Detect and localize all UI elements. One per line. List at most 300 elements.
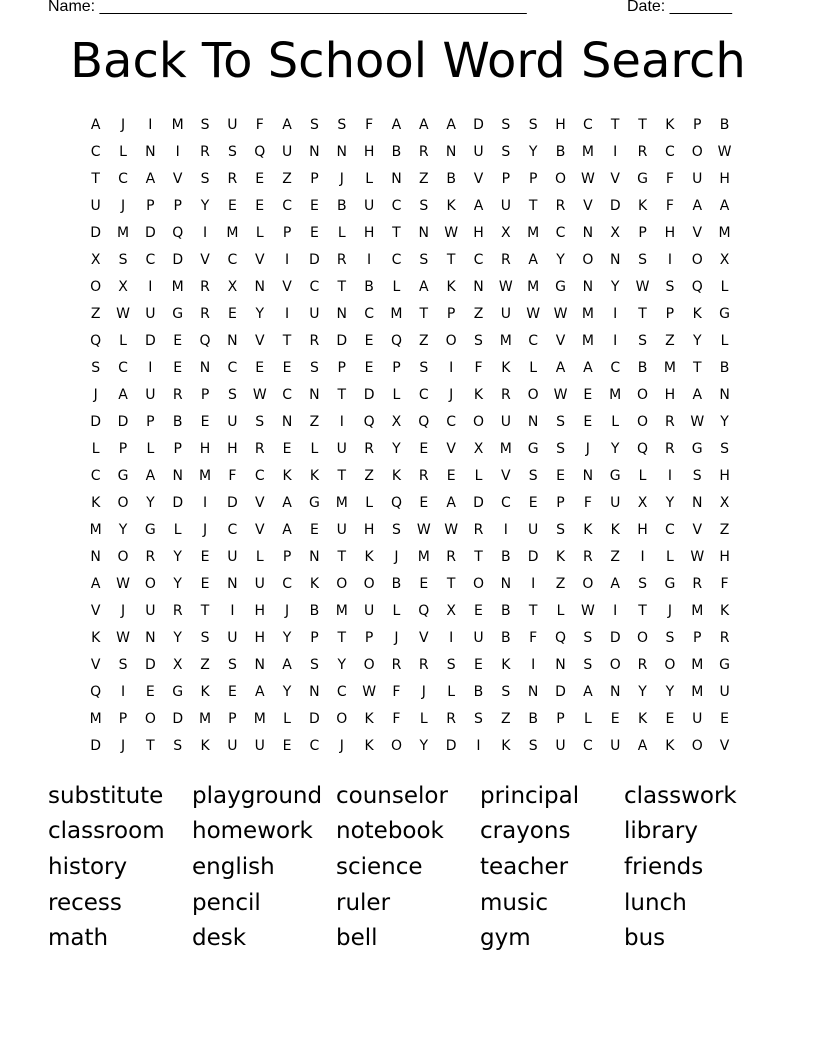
grid-letter: P [556,494,565,511]
grid-letter: S [200,629,210,646]
grid-letter: V [555,332,566,349]
grid-letter: V [200,251,210,268]
grid-letter: V [172,170,183,187]
grid-letter: C [610,359,621,376]
grid-letter: H [227,440,238,457]
grid-letter: Q [390,332,402,349]
grid-letter: N [527,683,539,700]
grid-letter: X [391,413,402,430]
grid-letter: M [691,602,704,619]
grid-letter: V [254,251,265,268]
grid-letter: W [116,575,130,592]
grid-letter: V [419,629,429,646]
grid-letter: R [582,548,593,565]
grid-letter: N [254,656,265,673]
grid-letter: N [500,575,512,592]
grid-letter: S [556,521,565,538]
grid-letter: R [500,251,511,268]
grid-row [82,111,739,138]
grid-letter: O [637,413,649,430]
grid-letter: G [719,656,730,673]
grid-letter: R [336,251,347,268]
grid-letter: Y [692,332,702,349]
grid-letter: X [118,278,128,295]
grid-letter: A [90,575,101,592]
grid-letter: L [720,278,729,295]
grid-letter: U [500,413,511,430]
grid-letter: A [583,683,593,700]
grid-letter: S [665,629,675,646]
grid-letter: H [555,116,566,133]
grid-letter: A [583,359,593,376]
grid-letter: N [445,143,457,160]
grid-letter: V [692,224,703,241]
grid-letter: K [501,737,511,754]
grid-letter: K [200,683,210,700]
grid-letter: V [473,170,484,187]
grid-letter: B [391,575,402,592]
grid-letter: W [526,305,541,322]
grid-letter: U [90,197,101,214]
grid-letter: B [719,116,730,133]
grid-letter: J [421,683,426,700]
grid-letter: S [583,656,593,673]
grid-letter: U [692,170,703,187]
grid-letter: R [200,305,210,322]
grid-letter: E [419,575,429,592]
word-bank-item: pencil [192,889,261,916]
grid-letter: E [309,224,319,241]
grid-letter: F [255,116,264,133]
grid-letter: A [145,170,156,187]
grid-letter: E [200,548,210,565]
grid-letter: S [337,116,347,133]
grid-letter: T [474,548,483,565]
grid-letter: Q [254,143,266,160]
grid-letter: N [145,629,156,646]
grid-letter: V [254,494,265,511]
grid-letter: E [556,467,565,484]
grid-letter: A [254,683,265,700]
grid-letter: L [419,710,428,727]
grid-letter: J [449,386,454,403]
grid-letter: M [226,224,239,241]
grid-letter: D [227,494,238,511]
grid-letter: X [90,251,101,268]
grid-letter: J [667,602,672,619]
grid-letter: L [720,332,729,349]
grid-letter: D [363,386,375,403]
grid-letter: Z [665,332,675,349]
grid-letter: A [118,386,128,403]
grid-letter: O [336,710,348,727]
grid-letter: K [91,629,101,646]
grid-letter: M [199,710,212,727]
grid-letter: D [172,494,184,511]
grid-letter: U [500,197,511,214]
grid-letter: N [227,575,238,592]
grid-letter: P [337,359,346,376]
grid-letter: K [637,710,648,727]
grid-letter: G [172,683,184,700]
grid-letter: E [583,386,593,403]
grid-letter: I [202,494,208,511]
grid-letter: F [474,359,483,376]
grid-letter: Q [390,494,402,511]
grid-letter: X [473,440,484,457]
grid-letter: F [720,575,729,592]
grid-letter: C [227,359,238,376]
grid-letter: O [637,386,649,403]
grid-letter: E [200,575,210,592]
grid-letter: E [309,521,319,538]
grid-letter: A [90,116,101,133]
grid-letter: T [528,602,538,619]
grid-letter: P [310,170,319,187]
grid-letter: P [200,386,210,403]
grid-letter: E [282,737,292,754]
grid-letter: C [282,575,292,592]
grid-letter: V [501,467,511,484]
grid-letter: C [665,143,675,160]
grid-letter: C [582,737,593,754]
grid-letter: H [199,440,211,457]
grid-letter: V [692,521,703,538]
grid-letter: C [227,251,238,268]
word-bank-row [48,814,768,850]
grid-letter: T [446,575,456,592]
grid-row [82,624,739,651]
grid-row [82,165,739,192]
grid-letter: B [528,710,538,727]
grid-letter: Z [473,305,484,322]
grid-letter: U [227,737,238,754]
grid-letter: N [691,494,703,511]
grid-letter: F [665,170,674,187]
grid-letter: Y [173,629,182,646]
grid-letter: O [527,386,539,403]
grid-letter: V [583,197,593,214]
grid-letter: U [473,143,484,160]
grid-letter: C [90,467,101,484]
grid-letter: E [282,359,292,376]
grid-letter: V [282,278,292,295]
word-bank-item: gym [480,925,531,952]
word-bank-item: friends [624,853,704,880]
grid-letter: V [254,332,265,349]
grid-letter: W [416,521,431,538]
word-bank-item: recess [48,889,122,916]
grid-letter: G [117,467,129,484]
grid-letter: N [582,467,594,484]
grid-letter: W [580,170,595,187]
grid-letter: K [692,305,702,322]
grid-letter: E [227,683,237,700]
grid-letter: Z [200,656,210,673]
grid-letter: N [336,143,347,160]
grid-letter: I [667,467,672,484]
grid-letter: O [90,278,102,295]
grid-letter: O [555,170,567,187]
grid-letter: S [501,683,511,700]
grid-letter: Q [363,413,375,430]
grid-letter: G [144,521,156,538]
grid-letter: I [339,413,344,430]
grid-letter: U [145,386,156,403]
grid-letter: I [148,116,153,133]
grid-letter: M [581,143,594,160]
grid-letter: L [392,602,401,619]
grid-letter: E [720,710,729,727]
grid-letter: T [200,602,210,619]
grid-letter: C [282,197,292,214]
grid-letter: A [446,494,456,511]
grid-letter: J [394,629,399,646]
word-bank-item: crayons [480,818,571,845]
grid-letter: A [282,656,292,673]
grid-letter: O [390,737,402,754]
grid-letter: C [309,737,320,754]
grid-letter: D [90,413,102,430]
grid-letter: P [118,710,128,727]
word-bank-item: bell [336,925,378,952]
grid-letter: P [173,440,182,457]
grid-letter: B [446,170,456,187]
grid-letter: M [199,467,212,484]
grid-letter: B [501,629,511,646]
grid-letter: J [120,737,126,754]
grid-letter: D [144,224,156,241]
grid-letter: C [500,494,511,511]
grid-letter: R [446,710,456,727]
grid-letter: F [392,683,401,700]
grid-letter: B [391,143,402,160]
grid-letter: V [254,521,265,538]
grid-letter: Z [610,548,620,565]
grid-letter: P [693,116,702,133]
grid-row [82,435,739,462]
grid-letter: Y [173,575,182,592]
grid-letter: N [309,386,320,403]
grid-letter: S [227,143,237,160]
grid-letter: M [581,305,594,322]
grid-letter: P [665,305,675,322]
grid-letter: R [391,656,402,673]
grid-letter: A [610,575,620,592]
grid-letter: A [528,251,538,268]
grid-letter: V [446,440,456,457]
grid-letter: U [145,602,156,619]
grid-letter: L [255,548,264,565]
grid-letter: L [583,710,592,727]
grid-letter: V [90,656,101,673]
grid-letter: A [637,737,648,754]
grid-letter: I [449,629,454,646]
word-bank-item: substitute [48,782,164,809]
grid-letter: N [391,170,402,187]
grid-letter: S [255,413,265,430]
grid-letter: L [447,683,456,700]
grid-letter: S [474,332,483,349]
grid-letter: N [336,305,347,322]
grid-row [82,408,739,435]
grid-letter: M [581,332,594,349]
grid-letter: U [500,305,511,322]
grid-letter: L [638,467,647,484]
grid-letter: U [692,710,703,727]
grid-letter: D [527,548,539,565]
grid-letter: H [363,143,375,160]
grid-letter: I [148,359,153,376]
word-bank-item: english [192,853,275,880]
grid-letter: O [144,575,156,592]
grid-letter: K [364,737,374,754]
grid-letter: U [610,494,621,511]
grid-letter: Z [309,413,320,430]
word-bank-row [48,778,768,814]
grid-letter: D [473,494,484,511]
grid-letter: Y [337,656,347,673]
grid-letter: Q [691,278,703,295]
grid-letter: I [531,575,536,592]
grid-letter: J [285,602,290,619]
grid-letter: L [474,467,483,484]
grid-letter: J [394,548,399,565]
grid-letter: T [392,224,401,241]
grid-letter: I [613,143,618,160]
grid-letter: Y [200,197,210,214]
grid-letter: M [89,521,102,538]
word-bank-item: science [336,853,423,880]
grid-letter: D [473,116,484,133]
grid-letter: N [227,332,238,349]
grid-letter: M [116,224,130,241]
grid-letter: N [473,278,484,295]
word-bank-item: homework [192,818,313,845]
word-bank-item: library [624,818,698,845]
grid-letter: M [527,224,540,241]
grid-letter: M [171,116,184,133]
grid-row [82,138,739,165]
grid-letter: C [227,521,238,538]
grid-letter: S [638,575,647,592]
grid-letter: H [664,224,676,241]
grid-letter: R [200,143,210,160]
grid-letter: Y [255,305,265,322]
grid-letter: S [419,359,429,376]
grid-letter: E [173,332,183,349]
grid-letter: A [282,494,292,511]
grid-letter: Y [173,548,182,565]
grid-letter: Y [665,494,675,511]
grid-letter: I [367,251,372,268]
grid-letter: E [255,197,265,214]
grid-letter: P [118,440,128,457]
grid-letter: A [446,116,456,133]
grid-letter: C [118,359,128,376]
grid-letter: E [173,359,183,376]
grid-letter: R [200,278,210,295]
grid-row [82,219,739,246]
grid-letter: N [309,683,320,700]
grid-letter: Z [555,575,566,592]
grid-letter: U [281,143,293,160]
grid-letter: J [202,521,208,538]
word-bank-item: music [480,889,549,916]
grid-letter: S [528,467,538,484]
grid-letter: R [500,386,511,403]
grid-letter: W [116,629,130,646]
grid-letter: T [337,278,347,295]
grid-letter: I [640,548,645,565]
word-bank-item: bus [624,925,666,952]
grid-letter: U [227,629,238,646]
grid-letter: B [473,683,484,700]
grid-letter: L [91,440,100,457]
grid-letter: C [145,251,156,268]
word-bank-item: lunch [624,889,687,916]
grid-letter: W [580,602,595,619]
grid-letter: H [719,170,730,187]
grid-letter: K [473,386,484,403]
grid-row [82,462,739,489]
grid-letter: K [719,602,730,619]
grid-letter: C [446,413,457,430]
grid-letter: P [173,197,182,214]
grid-letter: P [146,197,155,214]
grid-letter: C [336,683,347,700]
grid-letter: A [391,116,402,133]
grid-letter: P [556,710,565,727]
grid-letter: B [336,197,347,214]
grid-letter: K [555,548,566,565]
grid-letter: N [281,413,293,430]
grid-letter: X [501,224,511,241]
grid-letter: S [227,656,237,673]
grid-letter: I [613,602,618,619]
grid-letter: J [339,737,344,754]
word-bank-item: ruler [336,889,391,916]
grid-letter: E [583,413,593,430]
grid-letter: P [638,224,647,241]
grid-letter: I [503,521,508,538]
grid-letter: A [692,386,703,403]
grid-letter: Y [528,143,538,160]
grid-letter: S [91,359,101,376]
grid-letter: D [609,197,621,214]
grid-letter: M [499,332,512,349]
grid-letter: W [362,683,377,700]
grid-letter: C [309,278,320,295]
grid-letter: U [227,413,238,430]
grid-letter: A [719,197,730,214]
grid-row [82,489,739,516]
grid-letter: X [719,251,730,268]
grid-letter: S [309,359,319,376]
grid-letter: P [528,170,538,187]
grid-letter: S [556,440,565,457]
grid-letter: S [118,656,128,673]
grid-letter: R [172,386,183,403]
grid-letter: U [336,521,347,538]
grid-letter: U [254,575,265,592]
grid-letter: A [282,521,292,538]
grid-letter: R [665,413,675,430]
word-bank-item: history [48,853,128,880]
grid-letter: O [691,737,703,754]
grid-letter: C [364,305,374,322]
grid-letter: B [719,359,730,376]
